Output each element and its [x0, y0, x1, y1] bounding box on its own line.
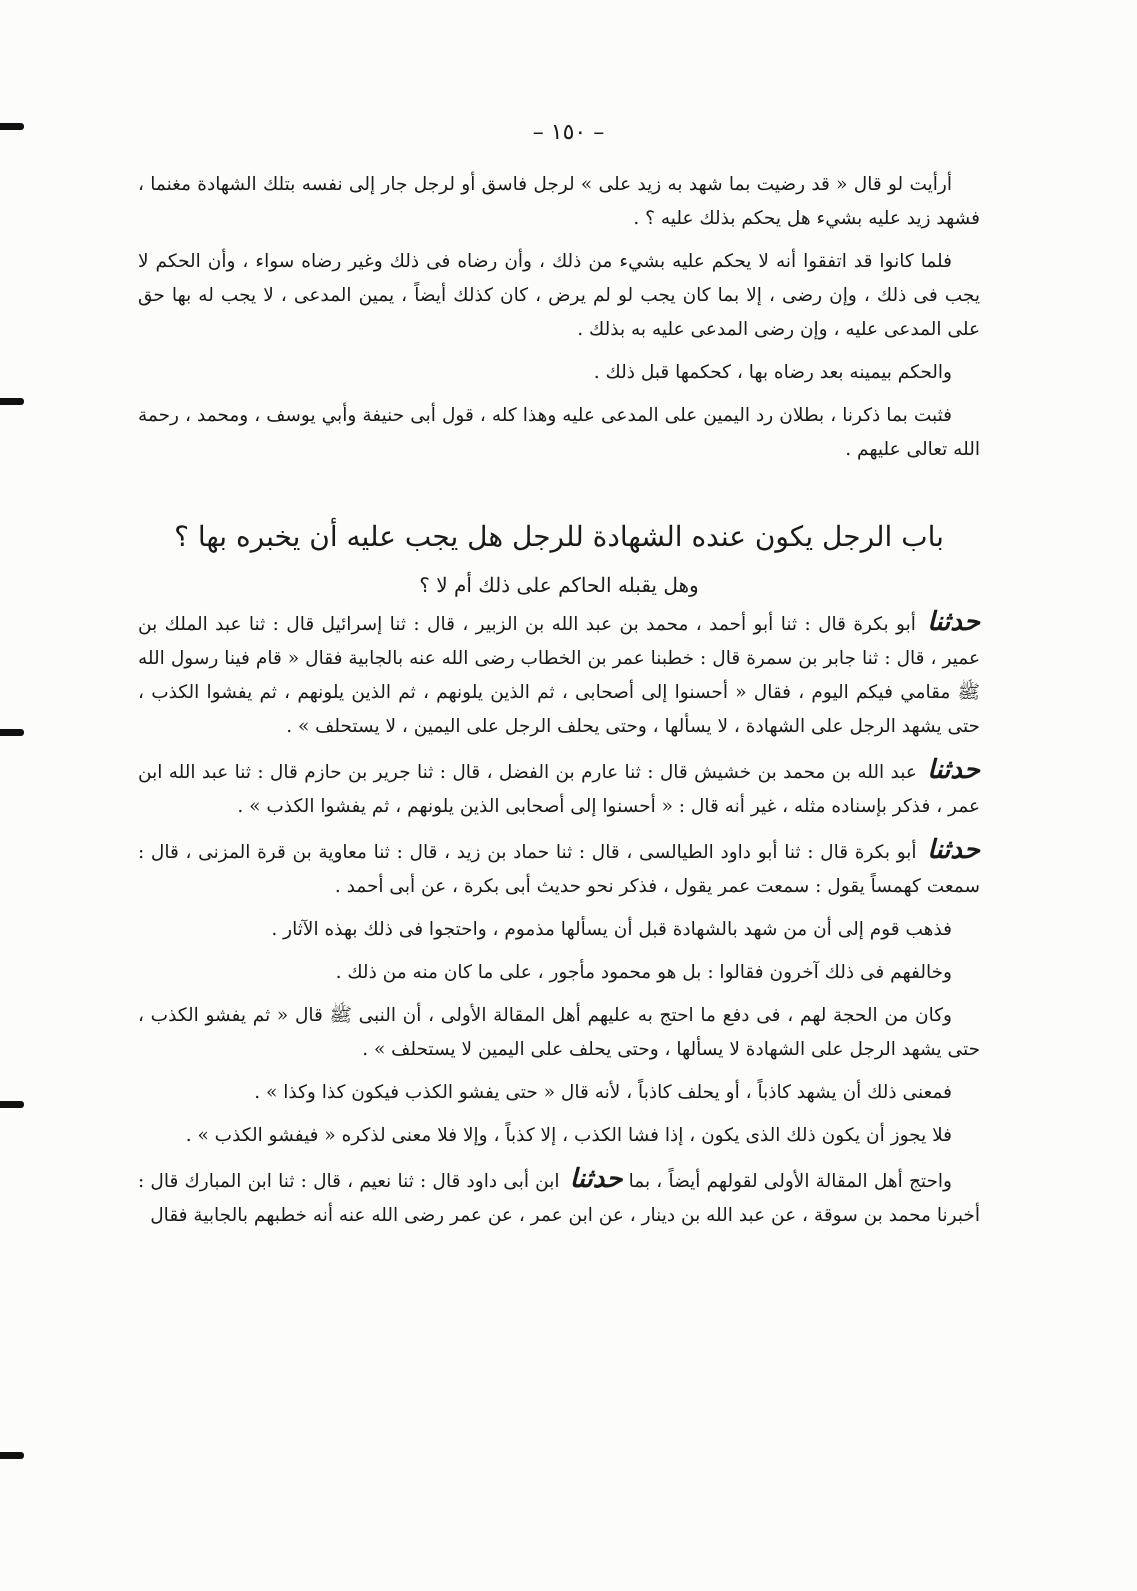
hadith-word: حدثنا: [927, 755, 980, 785]
narration-3: [138, 833, 980, 904]
body-paragraph-2: وخالفهم فى ذلك آخرون فقالوا : بل هو محمود مأجور ، على ما كان منه من ذلك .: [335, 962, 952, 983]
last-paragraph: [138, 1162, 980, 1233]
hadith-word: حدثنا: [927, 607, 980, 637]
edge-mark-3: [0, 729, 24, 736]
body-paragraph-4: فمعنى ذلك أن يشهد كاذباً ، أو يحلف كاذباً ، لأنه قال « حتى يفشو الكذب فيكون كذا وكذا » .: [254, 1082, 952, 1103]
intro-paragraph-2: فلما كانوا قد اتفقوا أنه لا يحكم عليه بشيء من ذلك ، وأن رضاه فى ذلك وغير رضاه سواء ، وأن الحكم لا يجب فى ذلك ، وإن رضى ، إلا بما كان يجب لو لم يرض ، كان كذلك أيضاً ، يمين المدعى ، لا يجب له بها حق على المدعى عليه ، وإن رضى المدعى عليه به بذلك .: [138, 251, 980, 340]
narration-text: أبو بكرة قال : ثنا أبو داود الطيالسى ، قال : ثنا حماد بن زيد ، قال : ثنا معاوية بن قرة المزنى ، قال : سمعت كهمساً يقول : سمعت عمر يقول ، فذكر نحو حديث أبى بكرة ، عن أبى أحمد .: [138, 842, 980, 897]
body-paragraph-3: وكان من الحجة لهم ، فى دفع ما احتج به عليهم أهل المقالة الأولى ، أن النبى ﷺ قال « ثم يفشو الكذب ، حتى يشهد الرجل على الشهادة لا يسألها ، وحتى يحلف على اليمين لا يستحلف » .: [138, 1005, 980, 1060]
hadith-word: حدثنا: [569, 1164, 623, 1194]
narration-text: عبد الله بن محمد بن خشيش قال : ثنا عارم بن الفضل ، قال : ثنا جرير بن حازم قال : ثنا عبد الله ابن عمر ، فذكر بإسناده مثله ، غير أنه قال : « أحسنوا إلى أصحابى الذين يلونهم ، ثم يفشوا الكذب » .: [138, 762, 980, 817]
narration-text: أبو بكرة قال : ثنا أبو أحمد ، محمد بن عبد الله بن الزبير ، قال : ثنا إسرائيل قال : ثنا عبد الملك بن عمير ، قال : ثنا جابر بن سمرة قال : خطبنا عمر بن الخطاب رضى الله عنه بالجابية فقال « قام فينا رسول الله ﷺ مقامي فيكم اليوم ، فقال « أحسنوا إلى أصحابى ، ثم الذين يلونهم ، ثم الذين يلونهم ، ثم يفشوا الكذب ، حتى يشهد الرجل على الشهادة ، لا يسألها ، وحتى يحلف الرجل على اليمين ، لا يستحلف » .: [138, 614, 980, 737]
page-body: [138, 168, 980, 1242]
body-paragraph-1: فذهب قوم إلى أن من شهد بالشهادة قبل أن يسألها مذموم ، واحتجوا فى ذلك بهذه الآثار .: [271, 919, 952, 940]
last-text-after: ابن أبى داود قال : ثنا نعيم ، قال : ثنا ابن المبارك قال : أخبرنا محمد بن سوقة ، عن عبد الله بن دينار ، عن ابن عمر ، عن عمر رضى الله عنه أنه خطبهم بالجابية فقال: [138, 1171, 980, 1226]
edge-mark-4: [0, 1101, 24, 1108]
intro-paragraph-1: أرأيت لو قال « قد رضيت بما شهد به زيد على » لرجل فاسق أو لرجل جار إلى نفسه بتلك الشهادة مغنما ، فشهد زيد عليه بشيء هل يحكم بذلك عليه ؟ .: [138, 174, 980, 229]
edge-mark-2: [0, 398, 24, 405]
narration-2: [138, 753, 980, 824]
intro-paragraph-4: فثبت بما ذكرنا ، بطلان رد اليمين على المدعى عليه وهذا كله ، قول أبى حنيفة وأبي يوسف ، ومحمد ، رحمة الله تعالى عليهم .: [138, 405, 980, 460]
hadith-word: حدثنا: [927, 835, 980, 865]
page-number: – ١٥٠ –: [532, 120, 605, 145]
chapter-title: باب الرجل يكون عنده الشهادة للرجل هل يجب عليه أن يخبره بها ؟: [174, 520, 944, 553]
body-paragraph-5: فلا يجوز أن يكون ذلك الذى يكون ، إذا فشا الكذب ، إلا كذباً ، وإلا فلا معنى لذكره « فيفشو الكذب » .: [185, 1125, 952, 1146]
intro-paragraph-3: والحكم بيمينه بعد رضاه بها ، كحكمها قبل ذلك .: [593, 362, 952, 383]
last-text-before: واحتج أهل المقالة الأولى لقولهم أيضاً ، بما: [628, 1171, 952, 1192]
narration-1: [138, 605, 980, 744]
chapter-subtitle: وهل يقبله الحاكم على ذلك أم لا ؟: [419, 573, 699, 597]
edge-mark-5: [0, 1452, 24, 1459]
